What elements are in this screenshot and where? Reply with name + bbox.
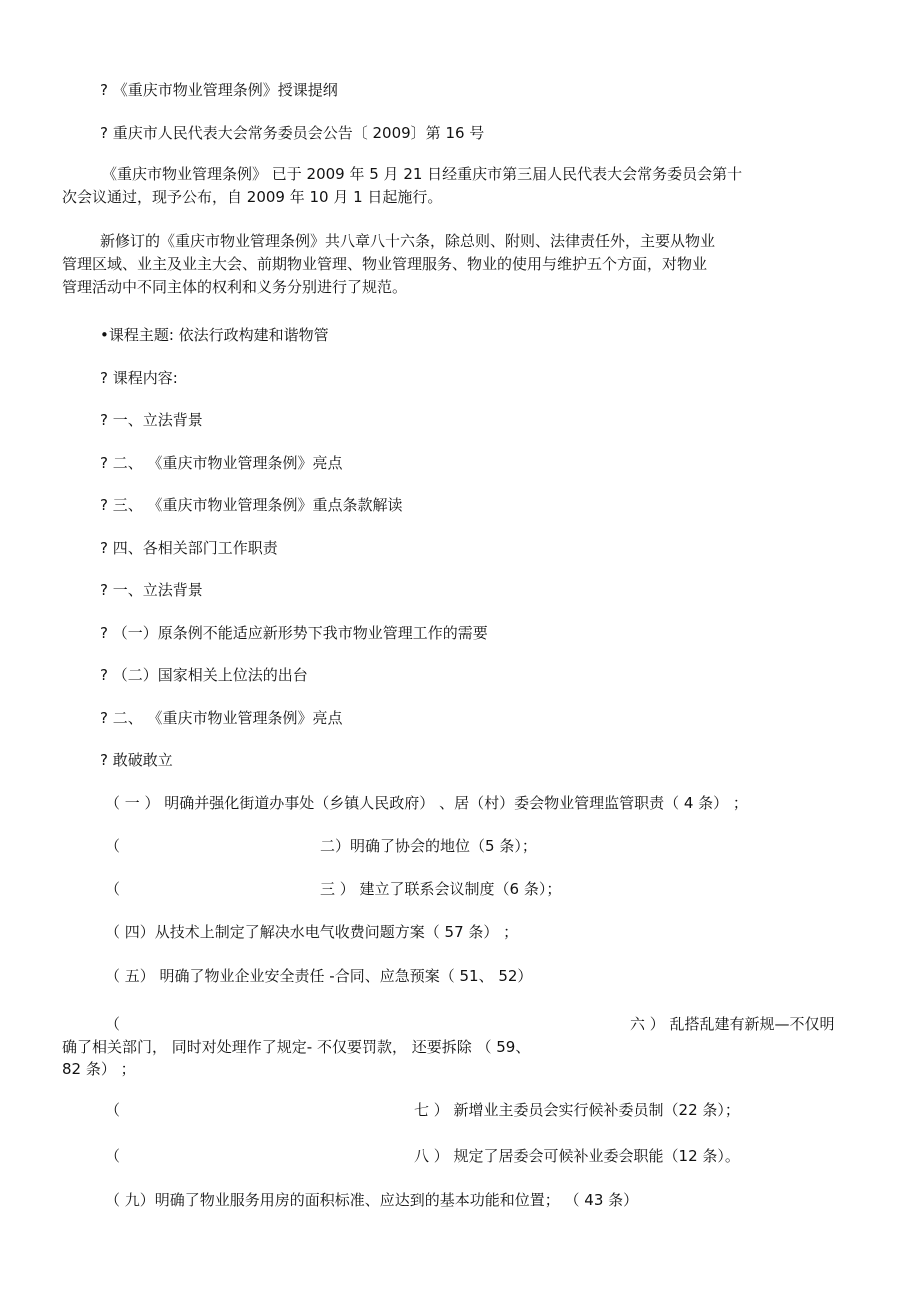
summary-line-3: 管理活动中不同主体的权利和义务分别进行了规范。 — [62, 278, 408, 296]
highlight-item-8-bracket: （ — [105, 1147, 121, 1165]
outline-item: ? 三、 《重庆市物业管理条例》重点条款解读 — [100, 496, 403, 514]
section-1-item: ? （一）原条例不能适应新形势下我市物业管理工作的需要 — [100, 624, 488, 642]
highlight-item-7-bracket: （ — [105, 1101, 121, 1119]
highlight-item-7: 七 ） 新增业主委员会实行候补委员制（22 条）； — [414, 1101, 740, 1119]
section-2-title: ? 二、 《重庆市物业管理条例》亮点 — [100, 709, 343, 727]
highlight-item-6-line-3: 82 条） ； — [62, 1060, 136, 1078]
highlight-item-2: 二）明确了协会的地位（5 条）； — [320, 837, 537, 855]
summary-line-2: 管理区域、业主及业主大会、前期物业管理、物业管理服务、物业的使用与维护五个方面，对物业 — [62, 255, 708, 273]
intro-paragraph — [62, 163, 822, 209]
highlight-item-5: （ 五） 明确了物业企业安全责任 -合同、应急预案（ 51、 52） — [105, 967, 533, 985]
highlight-item-4: （ 四）从技术上制定了解决水电气收费问题方案（ 57 条） ； — [105, 923, 519, 941]
outline-heading: ? 《重庆市物业管理条例》授课提纲 — [100, 81, 338, 99]
highlight-item-1: （ 一 ） 明确并强化街道办事处（乡镇人民政府） 、居（村）委会物业管理监管职责（ 4 条） ； — [105, 794, 748, 812]
summary-line-1: 新修订的《重庆市物业管理条例》共八章八十六条，除总则、附则、法律责任外，主要从物业 — [100, 232, 716, 250]
course-theme: •课程主题: 依法行政构建和谐物管 — [100, 326, 329, 344]
highlight-item-6-line-2: 确了相关部门， 同时对处理作了规定- 不仅要罚款， 还要拆除 （ 59、 — [62, 1038, 531, 1056]
outline-item: ? 四、各相关部门工作职责 — [100, 539, 278, 557]
summary-paragraph — [62, 230, 822, 299]
highlight-item-6: 六 ） 乱搭乱建有新规—不仅明 — [630, 1015, 835, 1033]
course-content-label: ? 课程内容: — [100, 369, 178, 387]
intro-line-2: 次会议通过，现予公布，自 2009 年 10 月 1 日起施行。 — [62, 188, 443, 206]
highlight-item-3: 三 ） 建立了联系会议制度（6 条）； — [320, 880, 562, 898]
outline-item: ? 二、 《重庆市物业管理条例》亮点 — [100, 454, 343, 472]
section-2-subtitle: ? 敢破敢立 — [100, 751, 173, 769]
intro-line-1: 《重庆市物业管理条例》 已于 2009 年 5 月 21 日经重庆市第三届人民代表大会常务委员会第十 — [102, 165, 743, 183]
highlight-item-8: 八 ） 规定了居委会可候补业委会职能（12 条）。 — [414, 1147, 740, 1165]
highlight-item-2-bracket: （ — [105, 837, 121, 855]
announcement-heading: ? 重庆市人民代表大会常务委员会公告〔 2009〕第 16 号 — [100, 124, 485, 142]
highlight-item-6-bracket: （ — [105, 1015, 121, 1033]
section-1-item: ? （二）国家相关上位法的出台 — [100, 666, 308, 684]
outline-item: ? 一、立法背景 — [100, 411, 203, 429]
highlight-item-9: （ 九）明确了物业服务用房的面积标准、应达到的基本功能和位置； （ 43 条） — [105, 1191, 639, 1209]
highlight-item-3-bracket: （ — [105, 880, 121, 898]
section-1-title: ? 一、立法背景 — [100, 581, 203, 599]
